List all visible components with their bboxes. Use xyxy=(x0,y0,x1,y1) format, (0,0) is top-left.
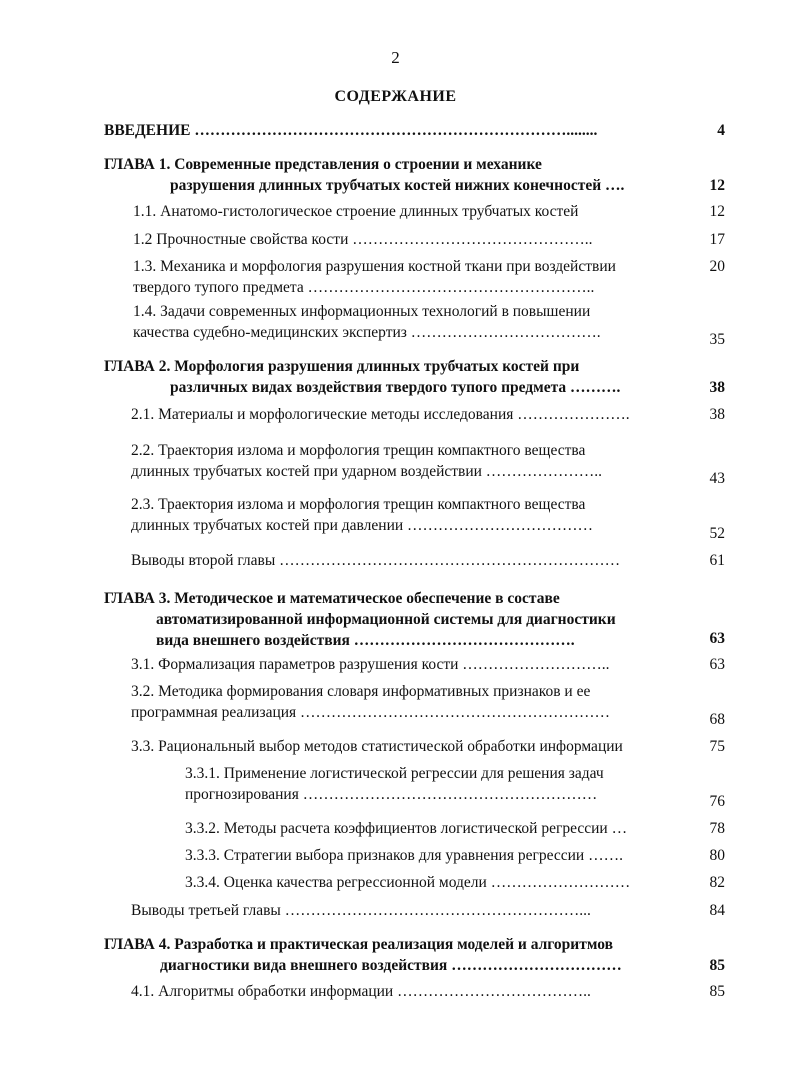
toc-entry-text: 4.1. Алгоритмы обработки информации ……………………………….. xyxy=(131,983,591,1000)
toc-entry-text: 3.3.2. Методы расчета коэффициентов логистической регрессии … xyxy=(185,820,628,837)
toc-entry-text: длинных трубчатых костей при ударном воздействии ………………….. xyxy=(131,463,603,480)
toc-entry-subsection-3-3-3 xyxy=(185,845,623,866)
toc-entry-text: твердого тупого предмета ……………………………………………….. xyxy=(133,279,595,296)
toc-entry-text: ГЛАВА 4. Разработка и практическая реализация моделей и алгоритмов xyxy=(104,936,613,953)
toc-entry-page: 17 xyxy=(709,231,725,248)
toc-entry-section-3-1 xyxy=(131,654,610,675)
toc-entry-text: 1.1. Анатомо-гистологическое строение длинных трубчатых костей xyxy=(133,203,579,220)
toc-entry-text: 1.4. Задачи современных информационных технологий в повышении xyxy=(133,303,591,320)
toc-entry-text: ГЛАВА 1. Современные представления о строении и механике xyxy=(104,156,542,173)
page-number: 2 xyxy=(391,48,400,67)
toc-entry-page: 78 xyxy=(709,820,725,837)
toc-entry-text: Выводы второй главы ………………………………………………………… xyxy=(131,552,621,569)
toc-entry-text: 2.1. Материалы и морфологические методы исследования …………………. xyxy=(131,406,630,423)
toc-entry-text: ГЛАВА 3. Методическое и математическое обеспечение в составе xyxy=(104,590,560,607)
toc-entry-text: 1.3. Механика и морфология разрушения костной ткани при воздействии xyxy=(133,258,616,275)
toc-entry-page: 35 xyxy=(709,331,725,348)
toc-entry-page: 68 xyxy=(709,711,725,728)
toc-entry-text: автоматизированной информационной системы для диагностики xyxy=(156,611,616,628)
toc-entry-chapter-3 xyxy=(104,588,616,651)
toc-entry-page: 85 xyxy=(709,983,725,1000)
toc-entry-chapter-4 xyxy=(104,934,622,976)
toc-entry-page: 80 xyxy=(709,847,725,864)
toc-entry-text: различных видах воздействия твердого тупого предмета ………. xyxy=(170,379,621,396)
toc-entry-introduction xyxy=(104,120,597,141)
toc-entry-chapter-2 xyxy=(104,356,620,398)
toc-entry-page: 84 xyxy=(709,902,725,919)
toc-entry-page: 82 xyxy=(709,874,725,891)
toc-entry-section-1-4 xyxy=(133,301,601,343)
toc-entry-text: 3.3. Рациональный выбор методов статистической обработки информации xyxy=(131,738,623,755)
toc-entry-text: разрушения длинных трубчатых костей нижних конечностей …. xyxy=(170,177,625,194)
toc-entry-page: 12 xyxy=(709,203,725,220)
toc-entry-section-2-3 xyxy=(131,494,593,536)
toc-entry-text: 2.3. Траектория излома и морфология трещин компактного вещества xyxy=(131,496,586,513)
toc-entry-text: 3.3.4. Оценка качества регрессионной модели ……………………… xyxy=(185,874,631,891)
toc-entry-text: 1.2 Прочностные свойства кости ……………………………………….. xyxy=(133,231,593,248)
toc-entry-page: 38 xyxy=(709,379,725,396)
toc-entry-page: 63 xyxy=(709,656,725,673)
toc-entry-page: 85 xyxy=(709,957,725,974)
toc-entry-section-2-2 xyxy=(131,440,602,482)
toc-entry-text: качества судебно-медицинских экспертиз ………………………………. xyxy=(133,324,601,341)
toc-entry-page: 43 xyxy=(709,470,725,487)
toc-entry-text: вида внешнего воздействия ……………………………………. xyxy=(156,632,575,649)
toc-entry-page: 20 xyxy=(709,258,725,275)
toc-entry-conclusions-3 xyxy=(131,900,591,921)
toc-entry-page: 61 xyxy=(709,552,725,569)
toc-entry-section-1-2 xyxy=(133,229,593,250)
toc-entry-text: прогнозирования ………………………………………………… xyxy=(185,786,598,803)
toc-entry-subsection-3-3-4 xyxy=(185,872,630,893)
toc-entry-section-2-1 xyxy=(131,404,630,425)
toc-entry-page: 63 xyxy=(709,630,725,647)
toc-entry-section-3-2 xyxy=(131,681,610,723)
toc-entry-text: 3.1. Формализация параметров разрушения кости ……………………….. xyxy=(131,656,610,673)
toc-entry-section-3-3 xyxy=(131,736,623,757)
toc-entry-text: длинных трубчатых костей при давлении ……………………………… xyxy=(131,517,594,534)
toc-entry-page: 4 xyxy=(717,122,725,139)
toc-entry-text: 2.2. Траектория излома и морфология трещин компактного вещества xyxy=(131,442,586,459)
toc-entry-text: диагностики вида внешнего воздействия …………………………… xyxy=(160,957,622,974)
toc-entry-text: 3.3.3. Стратегии выбора признаков для уравнения регрессии ……. xyxy=(185,847,623,864)
toc-entry-page: 75 xyxy=(709,738,725,755)
toc-entry-text: 3.2. Методика формирования словаря информативных признаков и ее xyxy=(131,683,591,700)
toc-title: СОДЕРЖАНИЕ xyxy=(334,88,457,105)
toc-entry-text: 3.3.1. Применение логистической регрессии для решения задач xyxy=(185,765,604,782)
toc-entry-text: Выводы третьей главы …………………………………………………... xyxy=(131,902,591,919)
toc-entry-chapter-1 xyxy=(104,154,624,196)
toc-entry-page: 38 xyxy=(709,406,725,423)
toc-entry-subsection-3-3-1 xyxy=(185,763,604,805)
toc-entry-section-4-1 xyxy=(131,981,591,1002)
toc-entry-page: 52 xyxy=(709,525,725,542)
toc-entry-page: 76 xyxy=(709,793,725,810)
toc-entry-section-1-1 xyxy=(133,201,578,222)
toc-entry-page: 12 xyxy=(709,177,725,194)
toc-entry-section-1-3 xyxy=(133,256,616,298)
toc-entry-text: ВВЕДЕНИЕ ………………………………………………………………........ xyxy=(104,122,598,139)
toc-entry-subsection-3-3-2 xyxy=(185,818,627,839)
toc-entry-conclusions-2 xyxy=(131,550,620,571)
toc-entry-text: программная реализация …………………………………………………… xyxy=(131,704,611,721)
toc-entry-text: ГЛАВА 2. Морфология разрушения длинных трубчатых костей при xyxy=(104,358,580,375)
